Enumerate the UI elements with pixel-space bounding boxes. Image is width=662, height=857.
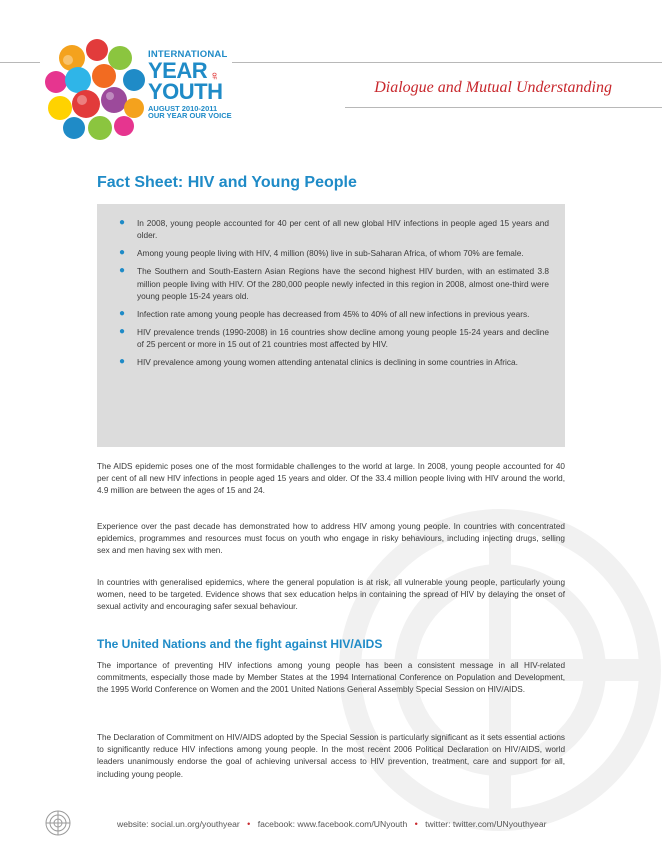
fact-item [119,217,549,242]
bullet-icon: ● [119,307,126,319]
footer-website-link[interactable]: website: social.un.org/youthyear [117,819,240,829]
header-rule-left [0,62,40,63]
footer-links [117,819,546,829]
bullet-icon: ● [119,247,126,259]
fact-item [119,356,549,368]
footer-separator: • [247,819,251,829]
section-heading: The United Nations and the fight against HIV/AIDS [97,637,383,651]
iyy-logo-icon [42,36,152,146]
fact-item [119,247,549,259]
fact-text: Infection rate among young people has decreased from 45% to 40% of all new infections in previous years. [137,308,530,319]
fact-text: The Southern and South-Eastern Asian Regions have the second highest HIV burden, with an estimated 3.8 million people living with HIV. Of the 280,000 people newly infected in this region in 2008, almost one-third were young people 15-24 years old. [137,266,549,302]
page-title: Fact Sheet: HIV and Young People [97,174,357,191]
logo-line-year: YEAR [148,57,208,83]
logo-line-slogan: OUR YEAR OUR VOICE [148,111,232,120]
iyy-logo-wordmark [148,50,238,120]
fact-text: In 2008, young people accounted for 40 per cent of all new global HIV infections in people aged 15 years and older. [137,218,549,241]
logo-line-youth: YOUTH [148,78,223,104]
fact-text: HIV prevalence trends (1990-2008) in 16 countries show decline among young people 15-24 years and decline of 25 percent or more in 15 out of 21 countries most affected by HIV. [137,326,549,350]
header-rule-right [232,62,662,63]
logo-line-international: INTERNATIONAL [148,49,228,60]
section-paragraph-1: The importance of preventing HIV infections among young people has been a consistent message in all HIV-related commitments, especially those made by Member States at the 1994 International Conference on Population and Development, the 1995 World Conference on Women and the 2001 United Nations General Assembly Special Session on HIV/AIDS. [97,661,565,695]
body-paragraph-3: In countries with generalised epidemics, where the general population is at risk, all vulnerable young people, particularly young women, need to be targeted. Evidence shows that sex education helps in containing the spread of HIV by delaying the onset of sexual activity and encouraging safer sexual behaviour. [97,578,565,612]
footer-facebook-link[interactable]: facebook: www.facebook.com/UNyouth [257,819,408,829]
fact-text: Among young people living with HIV, 4 million (80%) live in sub-Saharan Africa, of whom 70% are female. [137,248,524,259]
body-paragraph-1: The AIDS epidemic poses one of the most formidable challenges to the world at large. In 2008, young people accounted for 40 per cent of all new HIV infections in people aged 15 years and older. Of the 33.4 million people living with HIV around the world, 4.9 million are between the ages of 15 and 24. [97,462,565,496]
header-rule-bottom [345,107,662,108]
section-paragraph-2: The Declaration of Commitment on HIV/AIDS adopted by the Special Session is particularly significant as it sets essential actions to significantly reduce HIV infections among young people. In the most recent 2006 Political Declaration on HIV/AIDS, world leaders unanimously endorse the goal of achieving universal access to HIV prevention, treatment, care and support for all, including young people. [97,733,565,779]
bullet-icon: ● [119,356,126,368]
fact-list [119,217,549,369]
bullet-icon: ● [119,217,126,228]
header-tagline: Dialogue and Mutual Understanding [374,79,612,96]
fact-text: HIV prevalence among young women attending antenatal clinics is declining in some countries in Africa. [137,357,518,368]
fact-item [119,326,549,351]
un-emblem-icon [44,809,72,837]
logo-line-dates: AUGUST 2010-2011 [148,103,218,113]
footer-separator: • [414,819,418,829]
bullet-icon: ● [119,325,126,337]
bullet-icon: ● [119,265,126,277]
body-paragraph-2: Experience over the past decade has demonstrated how to address HIV among young people. In countries with concentrated epidemics, programmes and resources must focus on youth who engage in risky behaviours, including injecting drugs, selling sex and men having sex with men. [97,522,565,556]
fact-item [119,265,549,302]
fact-box [97,204,565,447]
footer-twitter-link[interactable]: twitter: twitter.com/UNyouthyear [425,819,547,829]
logo-of: OF [210,72,217,80]
fact-item [119,308,549,320]
